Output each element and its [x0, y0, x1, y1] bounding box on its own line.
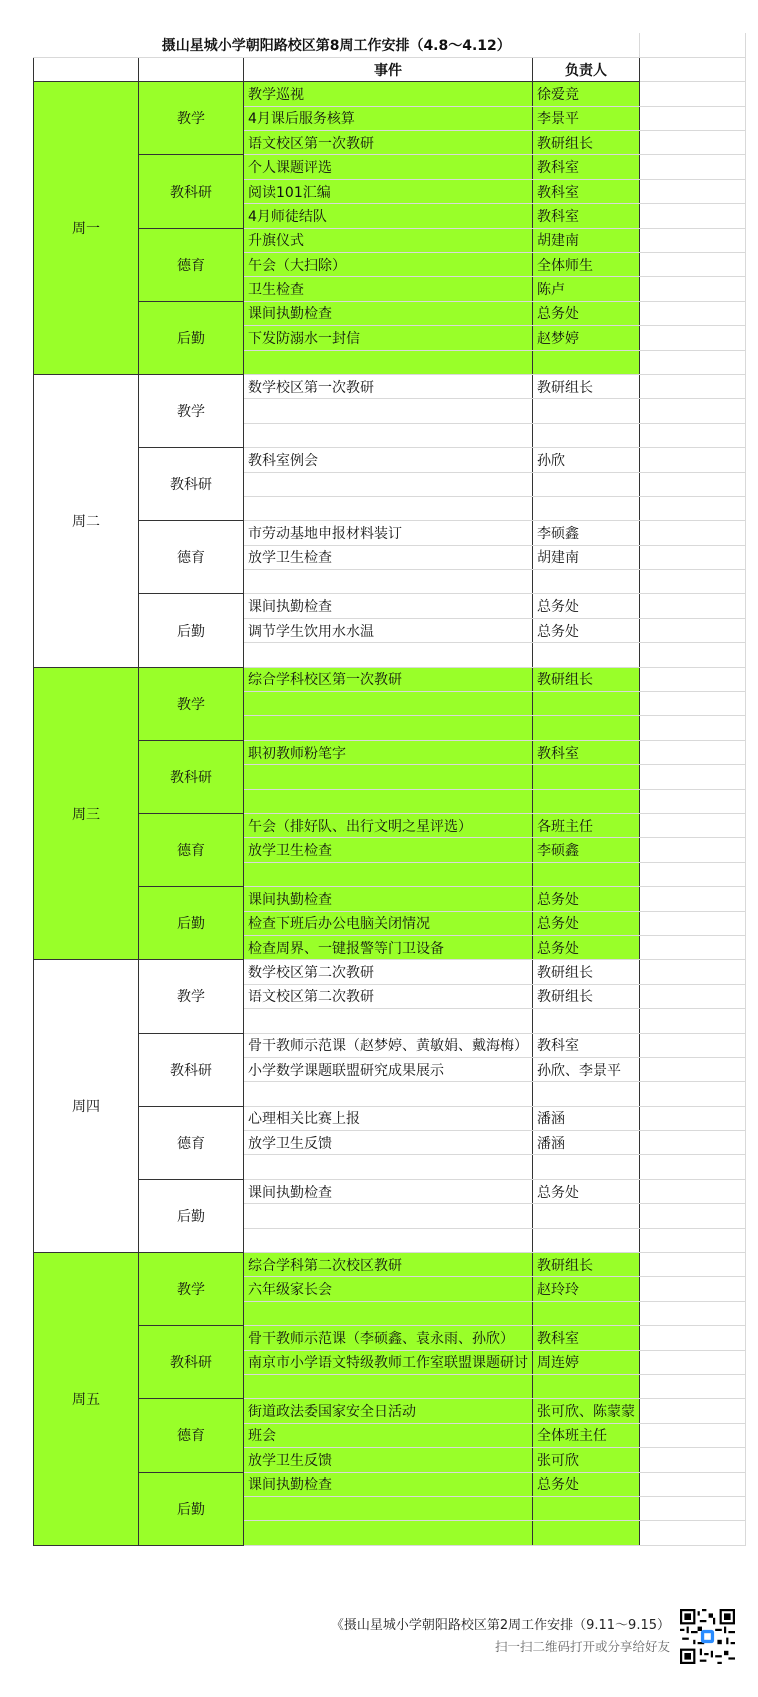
empty-cell: [640, 667, 746, 691]
event-cell: 放学卫生反馈: [244, 1448, 533, 1472]
owner-cell: 总务处: [533, 301, 640, 325]
schedule-row: [34, 814, 746, 838]
owner-cell: 总务处: [533, 1179, 640, 1203]
empty-cell: [640, 179, 746, 203]
empty-cell: [640, 1009, 746, 1033]
empty-cell: [640, 960, 746, 984]
owner-cell: 教科室: [533, 204, 640, 228]
empty-cell: [640, 789, 746, 813]
event-cell: 调节学生饮用水水温: [244, 618, 533, 642]
empty-cell: [640, 1253, 746, 1277]
empty-cell: [640, 594, 746, 618]
empty-cell: [640, 82, 746, 106]
owner-cell: [533, 472, 640, 496]
event-cell: 4月师徒结队: [244, 204, 533, 228]
event-cell: [244, 1374, 533, 1398]
empty-cell: [640, 33, 746, 57]
empty-cell: [640, 814, 746, 838]
owner-cell: 赵玲玲: [533, 1277, 640, 1301]
owner-cell: [533, 350, 640, 374]
category-label: 教学: [139, 374, 244, 447]
empty-cell: [640, 1350, 746, 1374]
empty-cell: [640, 618, 746, 642]
category-label: 教学: [139, 82, 244, 155]
schedule-row: [34, 594, 746, 618]
event-cell: [244, 765, 533, 789]
owner-cell: [533, 496, 640, 520]
day-label: 周三: [34, 667, 139, 960]
owner-cell: 教科室: [533, 179, 640, 203]
event-cell: 数学校区第一次教研: [244, 374, 533, 398]
empty-cell: [640, 350, 746, 374]
category-label: 教科研: [139, 448, 244, 521]
event-cell: [244, 643, 533, 667]
owner-cell: [533, 570, 640, 594]
category-label: 后勤: [139, 1472, 244, 1545]
event-cell: 阅读101汇编: [244, 179, 533, 203]
event-cell: [244, 789, 533, 813]
owner-cell: [533, 862, 640, 886]
owner-cell: 教研组长: [533, 1253, 640, 1277]
category-label: 后勤: [139, 887, 244, 960]
day-label: 周二: [34, 374, 139, 667]
empty-cell: [640, 692, 746, 716]
empty-cell: [640, 1326, 746, 1350]
header-day: [34, 57, 139, 81]
schedule-row: [34, 1253, 746, 1277]
event-cell: 午会（排好队、出行文明之星评选）: [244, 814, 533, 838]
event-cell: 六年级家长会: [244, 1277, 533, 1301]
owner-cell: 总务处: [533, 618, 640, 642]
owner-cell: [533, 1204, 640, 1228]
event-cell: 语文校区第二次教研: [244, 984, 533, 1008]
empty-cell: [640, 1033, 746, 1057]
owner-cell: 全体班主任: [533, 1423, 640, 1447]
empty-cell: [640, 765, 746, 789]
owner-cell: 全体师生: [533, 253, 640, 277]
event-cell: [244, 1155, 533, 1179]
day-label: 周四: [34, 960, 139, 1253]
event-cell: 检查下班后办公电脑关闭情况: [244, 911, 533, 935]
empty-cell: [640, 911, 746, 935]
empty-cell: [640, 131, 746, 155]
title-row: [34, 33, 746, 57]
owner-cell: 张可欣、陈蒙蒙: [533, 1399, 640, 1423]
event-cell: 放学卫生反馈: [244, 1131, 533, 1155]
schedule-row: [34, 1179, 746, 1203]
empty-cell: [640, 862, 746, 886]
event-cell: [244, 862, 533, 886]
empty-cell: [640, 1496, 746, 1520]
event-cell: 个人课题评选: [244, 155, 533, 179]
category-label: 教学: [139, 960, 244, 1033]
empty-cell: [640, 253, 746, 277]
event-cell: [244, 1204, 533, 1228]
empty-cell: [640, 399, 746, 423]
category-label: 德育: [139, 1399, 244, 1472]
owner-cell: [533, 1009, 640, 1033]
empty-cell: [640, 1082, 746, 1106]
owner-cell: 胡建南: [533, 545, 640, 569]
event-cell: [244, 570, 533, 594]
empty-cell: [640, 984, 746, 1008]
owner-cell: 孙欣: [533, 448, 640, 472]
empty-cell: [640, 887, 746, 911]
qr-code-icon[interactable]: [680, 1609, 735, 1664]
event-cell: [244, 496, 533, 520]
owner-cell: 教科室: [533, 155, 640, 179]
category-label: 德育: [139, 521, 244, 594]
event-cell: 课间执勤检查: [244, 301, 533, 325]
empty-cell: [640, 521, 746, 545]
empty-cell: [640, 1131, 746, 1155]
schedule-sheet: [33, 33, 746, 1546]
schedule-row: [34, 960, 746, 984]
event-cell: 卫生检查: [244, 277, 533, 301]
empty-cell: [640, 277, 746, 301]
owner-cell: 教研组长: [533, 984, 640, 1008]
event-cell: 4月课后服务核算: [244, 106, 533, 130]
day-label: 周一: [34, 82, 139, 375]
empty-cell: [640, 326, 746, 350]
category-label: 教学: [139, 667, 244, 740]
owner-cell: [533, 1301, 640, 1325]
empty-cell: [640, 448, 746, 472]
empty-cell: [640, 1374, 746, 1398]
category-label: 后勤: [139, 594, 244, 667]
owner-cell: 徐爱竞: [533, 82, 640, 106]
owner-cell: 孙欣、李景平: [533, 1057, 640, 1081]
owner-cell: 总务处: [533, 935, 640, 959]
empty-cell: [640, 1472, 746, 1496]
schedule-row: [34, 1033, 746, 1057]
owner-cell: [533, 716, 640, 740]
event-cell: [244, 1301, 533, 1325]
owner-cell: 教研组长: [533, 960, 640, 984]
owner-cell: 李硕鑫: [533, 838, 640, 862]
empty-cell: [640, 228, 746, 252]
event-cell: [244, 1228, 533, 1252]
owner-cell: 潘涵: [533, 1131, 640, 1155]
empty-cell: [640, 301, 746, 325]
empty-cell: [640, 1228, 746, 1252]
category-label: 教学: [139, 1253, 244, 1326]
event-cell: 放学卫生检查: [244, 838, 533, 862]
schedule-row: [34, 301, 746, 325]
event-cell: 下发防溺水一封信: [244, 326, 533, 350]
empty-cell: [640, 1301, 746, 1325]
empty-cell: [640, 1179, 746, 1203]
empty-cell: [640, 1204, 746, 1228]
empty-cell: [640, 1155, 746, 1179]
owner-cell: [533, 399, 640, 423]
owner-cell: [533, 692, 640, 716]
schedule-row: [34, 374, 746, 398]
event-cell: [244, 1082, 533, 1106]
header-event: 事件: [244, 57, 533, 81]
empty-cell: [640, 1057, 746, 1081]
empty-cell: [640, 57, 746, 81]
owner-cell: 胡建南: [533, 228, 640, 252]
owner-cell: [533, 1374, 640, 1398]
event-cell: 综合学科第二次校区教研: [244, 1253, 533, 1277]
schedule-row: [34, 82, 746, 106]
schedule-row: [34, 448, 746, 472]
event-cell: 放学卫生检查: [244, 545, 533, 569]
empty-cell: [640, 496, 746, 520]
category-label: 德育: [139, 228, 244, 301]
event-cell: 南京市小学语文特级教师工作室联盟课题研讨: [244, 1350, 533, 1374]
page-title: 摄山星城小学朝阳路校区第8周工作安排（4.8～4.12）: [34, 33, 640, 57]
schedule-row: [34, 1106, 746, 1130]
owner-cell: 总务处: [533, 887, 640, 911]
event-cell: 午会（大扫除）: [244, 253, 533, 277]
event-cell: [244, 399, 533, 423]
owner-cell: 各班主任: [533, 814, 640, 838]
event-cell: 小学数学课题联盟研究成果展示: [244, 1057, 533, 1081]
empty-cell: [640, 1521, 746, 1545]
event-cell: 课间执勤检查: [244, 594, 533, 618]
owner-cell: 李硕鑫: [533, 521, 640, 545]
category-label: 教科研: [139, 155, 244, 228]
schedule-row: [34, 740, 746, 764]
schedule-row: [34, 155, 746, 179]
header-category: [139, 57, 244, 81]
share-hint: 扫一扫二维码打开或分享给好友: [494, 1639, 670, 1654]
owner-cell: 教科室: [533, 740, 640, 764]
event-cell: [244, 1496, 533, 1520]
schedule-row: [34, 667, 746, 691]
owner-cell: [533, 643, 640, 667]
category-label: 教科研: [139, 1033, 244, 1106]
empty-cell: [640, 472, 746, 496]
owner-cell: 教研组长: [533, 374, 640, 398]
event-cell: [244, 716, 533, 740]
category-label: 教科研: [139, 740, 244, 813]
owner-cell: 周连婷: [533, 1350, 640, 1374]
empty-cell: [640, 740, 746, 764]
schedule-row: [34, 1326, 746, 1350]
event-cell: 升旗仪式: [244, 228, 533, 252]
event-cell: 心理相关比赛上报: [244, 1106, 533, 1130]
empty-cell: [640, 716, 746, 740]
related-article-link[interactable]: 《摄山星城小学朝阳路校区第2周工作安排（9.11～9.15）: [330, 1618, 670, 1633]
owner-cell: 潘涵: [533, 1106, 640, 1130]
owner-cell: 陈卢: [533, 277, 640, 301]
event-cell: [244, 692, 533, 716]
owner-cell: 李景平: [533, 106, 640, 130]
category-label: 后勤: [139, 301, 244, 374]
owner-cell: [533, 1155, 640, 1179]
event-cell: [244, 472, 533, 496]
owner-cell: 总务处: [533, 911, 640, 935]
event-cell: 职初教师粉笔字: [244, 740, 533, 764]
owner-cell: 总务处: [533, 594, 640, 618]
empty-cell: [640, 545, 746, 569]
event-cell: [244, 1009, 533, 1033]
schedule-row: [34, 887, 746, 911]
owner-cell: [533, 1082, 640, 1106]
event-cell: 班会: [244, 1423, 533, 1447]
owner-cell: [533, 423, 640, 447]
event-cell: 教科室例会: [244, 448, 533, 472]
owner-cell: 教研组长: [533, 131, 640, 155]
event-cell: 课间执勤检查: [244, 887, 533, 911]
empty-cell: [640, 106, 746, 130]
owner-cell: 张可欣: [533, 1448, 640, 1472]
event-cell: 骨干教师示范课（赵梦婷、黄敏娟、戴海梅）: [244, 1033, 533, 1057]
owner-cell: [533, 1228, 640, 1252]
schedule-row: [34, 1399, 746, 1423]
owner-cell: 教科室: [533, 1033, 640, 1057]
owner-cell: 教研组长: [533, 667, 640, 691]
owner-cell: 总务处: [533, 1472, 640, 1496]
schedule-row: [34, 228, 746, 252]
schedule-row: [34, 1472, 746, 1496]
header-owner: 负责人: [533, 57, 640, 81]
empty-cell: [640, 570, 746, 594]
event-cell: [244, 1521, 533, 1545]
event-cell: 教学巡视: [244, 82, 533, 106]
category-label: 德育: [139, 1106, 244, 1179]
empty-cell: [640, 155, 746, 179]
empty-cell: [640, 374, 746, 398]
event-cell: 市劳动基地申报材料装订: [244, 521, 533, 545]
owner-cell: [533, 1496, 640, 1520]
category-label: 后勤: [139, 1179, 244, 1252]
event-cell: 课间执勤检查: [244, 1179, 533, 1203]
event-cell: 骨干教师示范课（李硕鑫、袁永雨、孙欣）: [244, 1326, 533, 1350]
owner-cell: 赵梦婷: [533, 326, 640, 350]
empty-cell: [640, 1423, 746, 1447]
empty-cell: [640, 935, 746, 959]
event-cell: 综合学科校区第一次教研: [244, 667, 533, 691]
owner-cell: [533, 789, 640, 813]
schedule-table: [33, 33, 746, 1546]
day-label: 周五: [34, 1253, 139, 1546]
empty-cell: [640, 1106, 746, 1130]
schedule-row: [34, 521, 746, 545]
owner-cell: 教科室: [533, 1326, 640, 1350]
empty-cell: [640, 838, 746, 862]
category-label: 教科研: [139, 1326, 244, 1399]
event-cell: 街道政法委国家安全日活动: [244, 1399, 533, 1423]
owner-cell: [533, 1521, 640, 1545]
category-label: 德育: [139, 814, 244, 887]
empty-cell: [640, 1448, 746, 1472]
event-cell: [244, 350, 533, 374]
event-cell: 检查周界、一键报警等门卫设备: [244, 935, 533, 959]
empty-cell: [640, 1277, 746, 1301]
event-cell: 数学校区第二次教研: [244, 960, 533, 984]
empty-cell: [640, 204, 746, 228]
header-row: [34, 57, 746, 81]
empty-cell: [640, 1399, 746, 1423]
event-cell: [244, 423, 533, 447]
event-cell: 课间执勤检查: [244, 1472, 533, 1496]
empty-cell: [640, 423, 746, 447]
event-cell: 语文校区第一次教研: [244, 131, 533, 155]
owner-cell: [533, 765, 640, 789]
empty-cell: [640, 643, 746, 667]
